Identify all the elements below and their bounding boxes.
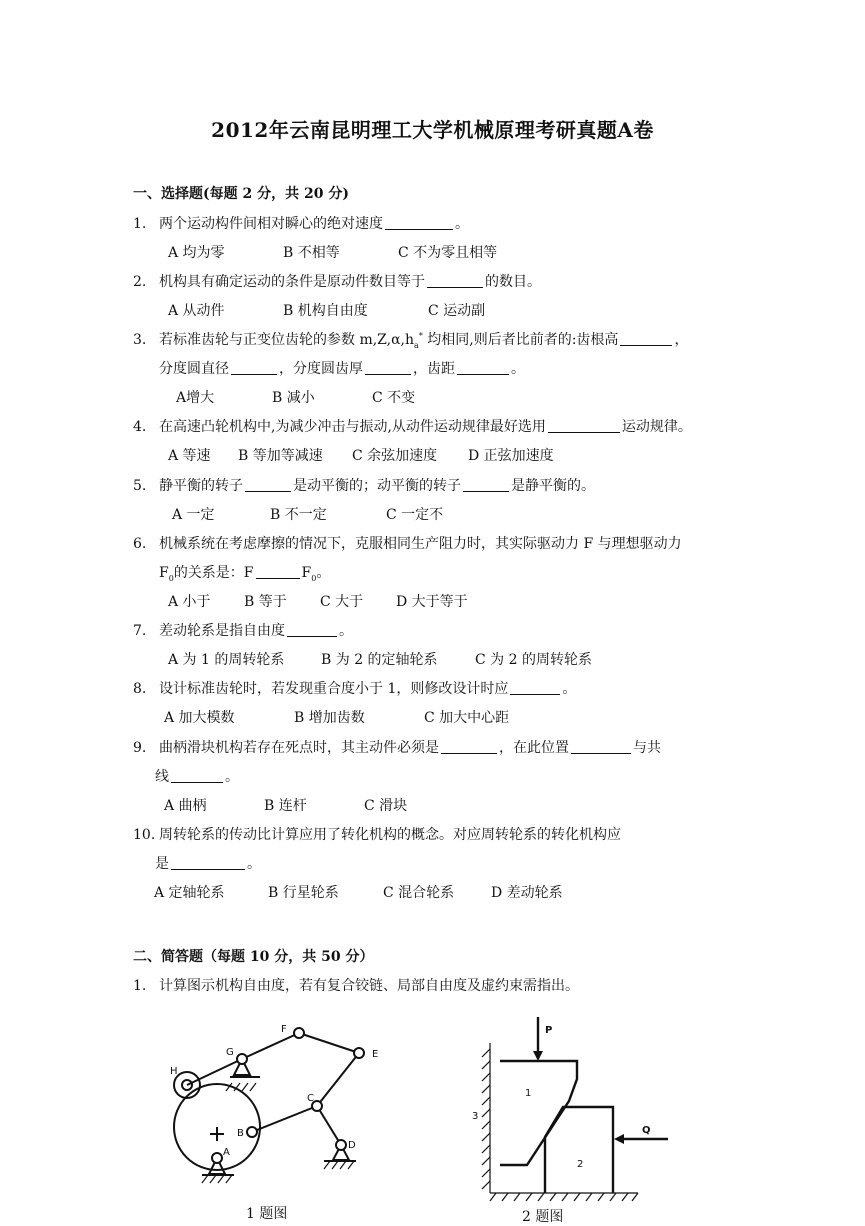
question-6-cont: $F_0$的关系是：F $F_0$。 xyxy=(159,565,331,583)
figure-1-caption: 1 题图 xyxy=(246,1206,288,1222)
question-6-options: A 小于 B 等于 C 大于 D 大于等于 xyxy=(168,594,468,610)
label-b: B xyxy=(237,1128,244,1139)
label-h: H xyxy=(170,1066,178,1077)
question-2: 2. 机构具有确定运动的条件是原动件数目等于 的数目。 xyxy=(133,274,541,290)
label-3: 3 xyxy=(472,1111,479,1122)
question-5-options: A 一定 B 不一定 C 一定不 xyxy=(172,507,444,523)
answer-blank xyxy=(441,739,497,754)
label-e: E xyxy=(372,1049,379,1060)
answer-blank xyxy=(245,477,291,492)
joint-d xyxy=(336,1140,346,1150)
page-title: 2012年云南昆明理工大学机械原理考研真题A卷 xyxy=(211,118,654,142)
link-ec xyxy=(317,1053,359,1106)
figure-2-wedge xyxy=(466,1015,676,1205)
label-f: F xyxy=(281,1024,287,1035)
question-7: 7. 差动轮系是指自由度 。 xyxy=(133,623,353,639)
answer-blank xyxy=(463,477,509,492)
answer-blank xyxy=(427,273,483,288)
question-7-options: A 为 1 的周转轮系 B 为 2 的定轴轮系 C 为 2 的周转轮系 xyxy=(168,652,592,668)
question-1: 1. 两个运动构件间相对瞬心的绝对速度 。 xyxy=(133,216,469,232)
question-9: 9. 曲柄滑块机构若存在死点时，其主动件必须是 ，在此位置 与共 xyxy=(133,740,661,756)
joint-a xyxy=(212,1153,222,1163)
question-8: 8. 设计标准齿轮时，若发现重合度小于 1，则修改设计时应 。 xyxy=(133,681,577,697)
question-4: 4. 在高速凸轮机构中,为减少冲击与振动,从动件运动规律最好选用 运动规律。 xyxy=(133,419,692,435)
question-6: 6. 机械系统在考虑摩擦的情况下，克服相同生产阻力时，其实际驱动力 F 与理想驱动力 xyxy=(133,536,682,552)
label-2: 2 xyxy=(577,1159,584,1170)
question-10: 10. 周转轮系的传动比计算应用了转化机构的概念。对应周转轮系的转化机构应 xyxy=(133,827,621,843)
label-p: P xyxy=(545,1025,553,1036)
question-3: 3. 若标准齿轮与正变位齿轮的参数 $m,Z,\alpha,h_a^*$ 均相同,则后者比前者的:齿根高 ， xyxy=(133,331,689,350)
answer-blank xyxy=(287,622,337,637)
question-9-cont: 线 。 xyxy=(155,769,239,785)
joint-f xyxy=(294,1028,304,1038)
question-5: 5. 静平衡的转子 是动平衡的；动平衡的转子 是静平衡的。 xyxy=(133,478,595,494)
question-2-options: A 从动件 B 机构自由度 C 运动副 xyxy=(168,303,486,319)
answer-blank xyxy=(548,418,620,433)
section-1-heading: 一、选择题(每题 2 分，共 20 分) xyxy=(133,186,349,202)
link-fe xyxy=(299,1033,359,1053)
answer-blank xyxy=(457,360,509,375)
block-2 xyxy=(545,1107,613,1193)
answer-blank xyxy=(171,768,223,783)
label-q: Q xyxy=(642,1125,651,1136)
question-8-options: A 加大模数 B 增加齿数 C 加大中心距 xyxy=(164,710,510,726)
figure-2-caption: 2 题图 xyxy=(522,1209,564,1225)
question-3-options: A增大 B 减小 C 不变 xyxy=(176,390,416,406)
answer-blank xyxy=(385,215,453,230)
link-gf xyxy=(242,1033,299,1059)
question-10-cont: 是 。 xyxy=(155,856,261,872)
answer-blank xyxy=(256,564,300,579)
answer-blank xyxy=(620,331,672,346)
label-c: C xyxy=(307,1093,314,1104)
answer-blank xyxy=(171,855,245,870)
block-1 xyxy=(500,1061,577,1165)
label-1: 1 xyxy=(525,1088,532,1099)
link-hg xyxy=(187,1059,242,1085)
question-9-options: A 曲柄 B 连杆 C 滑块 xyxy=(164,798,408,814)
answer-blank xyxy=(231,360,277,375)
joint-e xyxy=(354,1048,364,1058)
link-cd xyxy=(317,1106,341,1145)
question-1-options: A 均为零 B 不相等 C 不为零且相等 xyxy=(168,245,498,261)
figure-1-mechanism xyxy=(160,1015,400,1190)
section-2-question-1: 1. 计算图示机构自由度，若有复合铰链、局部自由度及虚约束需指出。 xyxy=(133,978,579,994)
section-2-heading: 二、简答题（每题 10 分，共 50 分） xyxy=(133,949,374,965)
label-d: D xyxy=(348,1140,356,1151)
question-4-options: A 等速 B 等加等减速 C 余弦加速度 D 正弦加速度 xyxy=(168,448,554,464)
answer-blank xyxy=(510,680,560,695)
question-3-cont: 分度圆直径 ，分度圆齿厚 ，齿距 。 xyxy=(159,361,525,377)
link-cb xyxy=(252,1106,317,1132)
joint-g xyxy=(237,1054,247,1064)
answer-blank xyxy=(571,739,631,754)
answer-blank xyxy=(365,360,411,375)
label-a: A xyxy=(223,1147,230,1158)
label-g: G xyxy=(226,1047,234,1058)
joint-b xyxy=(247,1127,257,1137)
question-10-options: A 定轴轮系 B 行星轮系 C 混合轮系 D 差动轮系 xyxy=(154,885,563,901)
